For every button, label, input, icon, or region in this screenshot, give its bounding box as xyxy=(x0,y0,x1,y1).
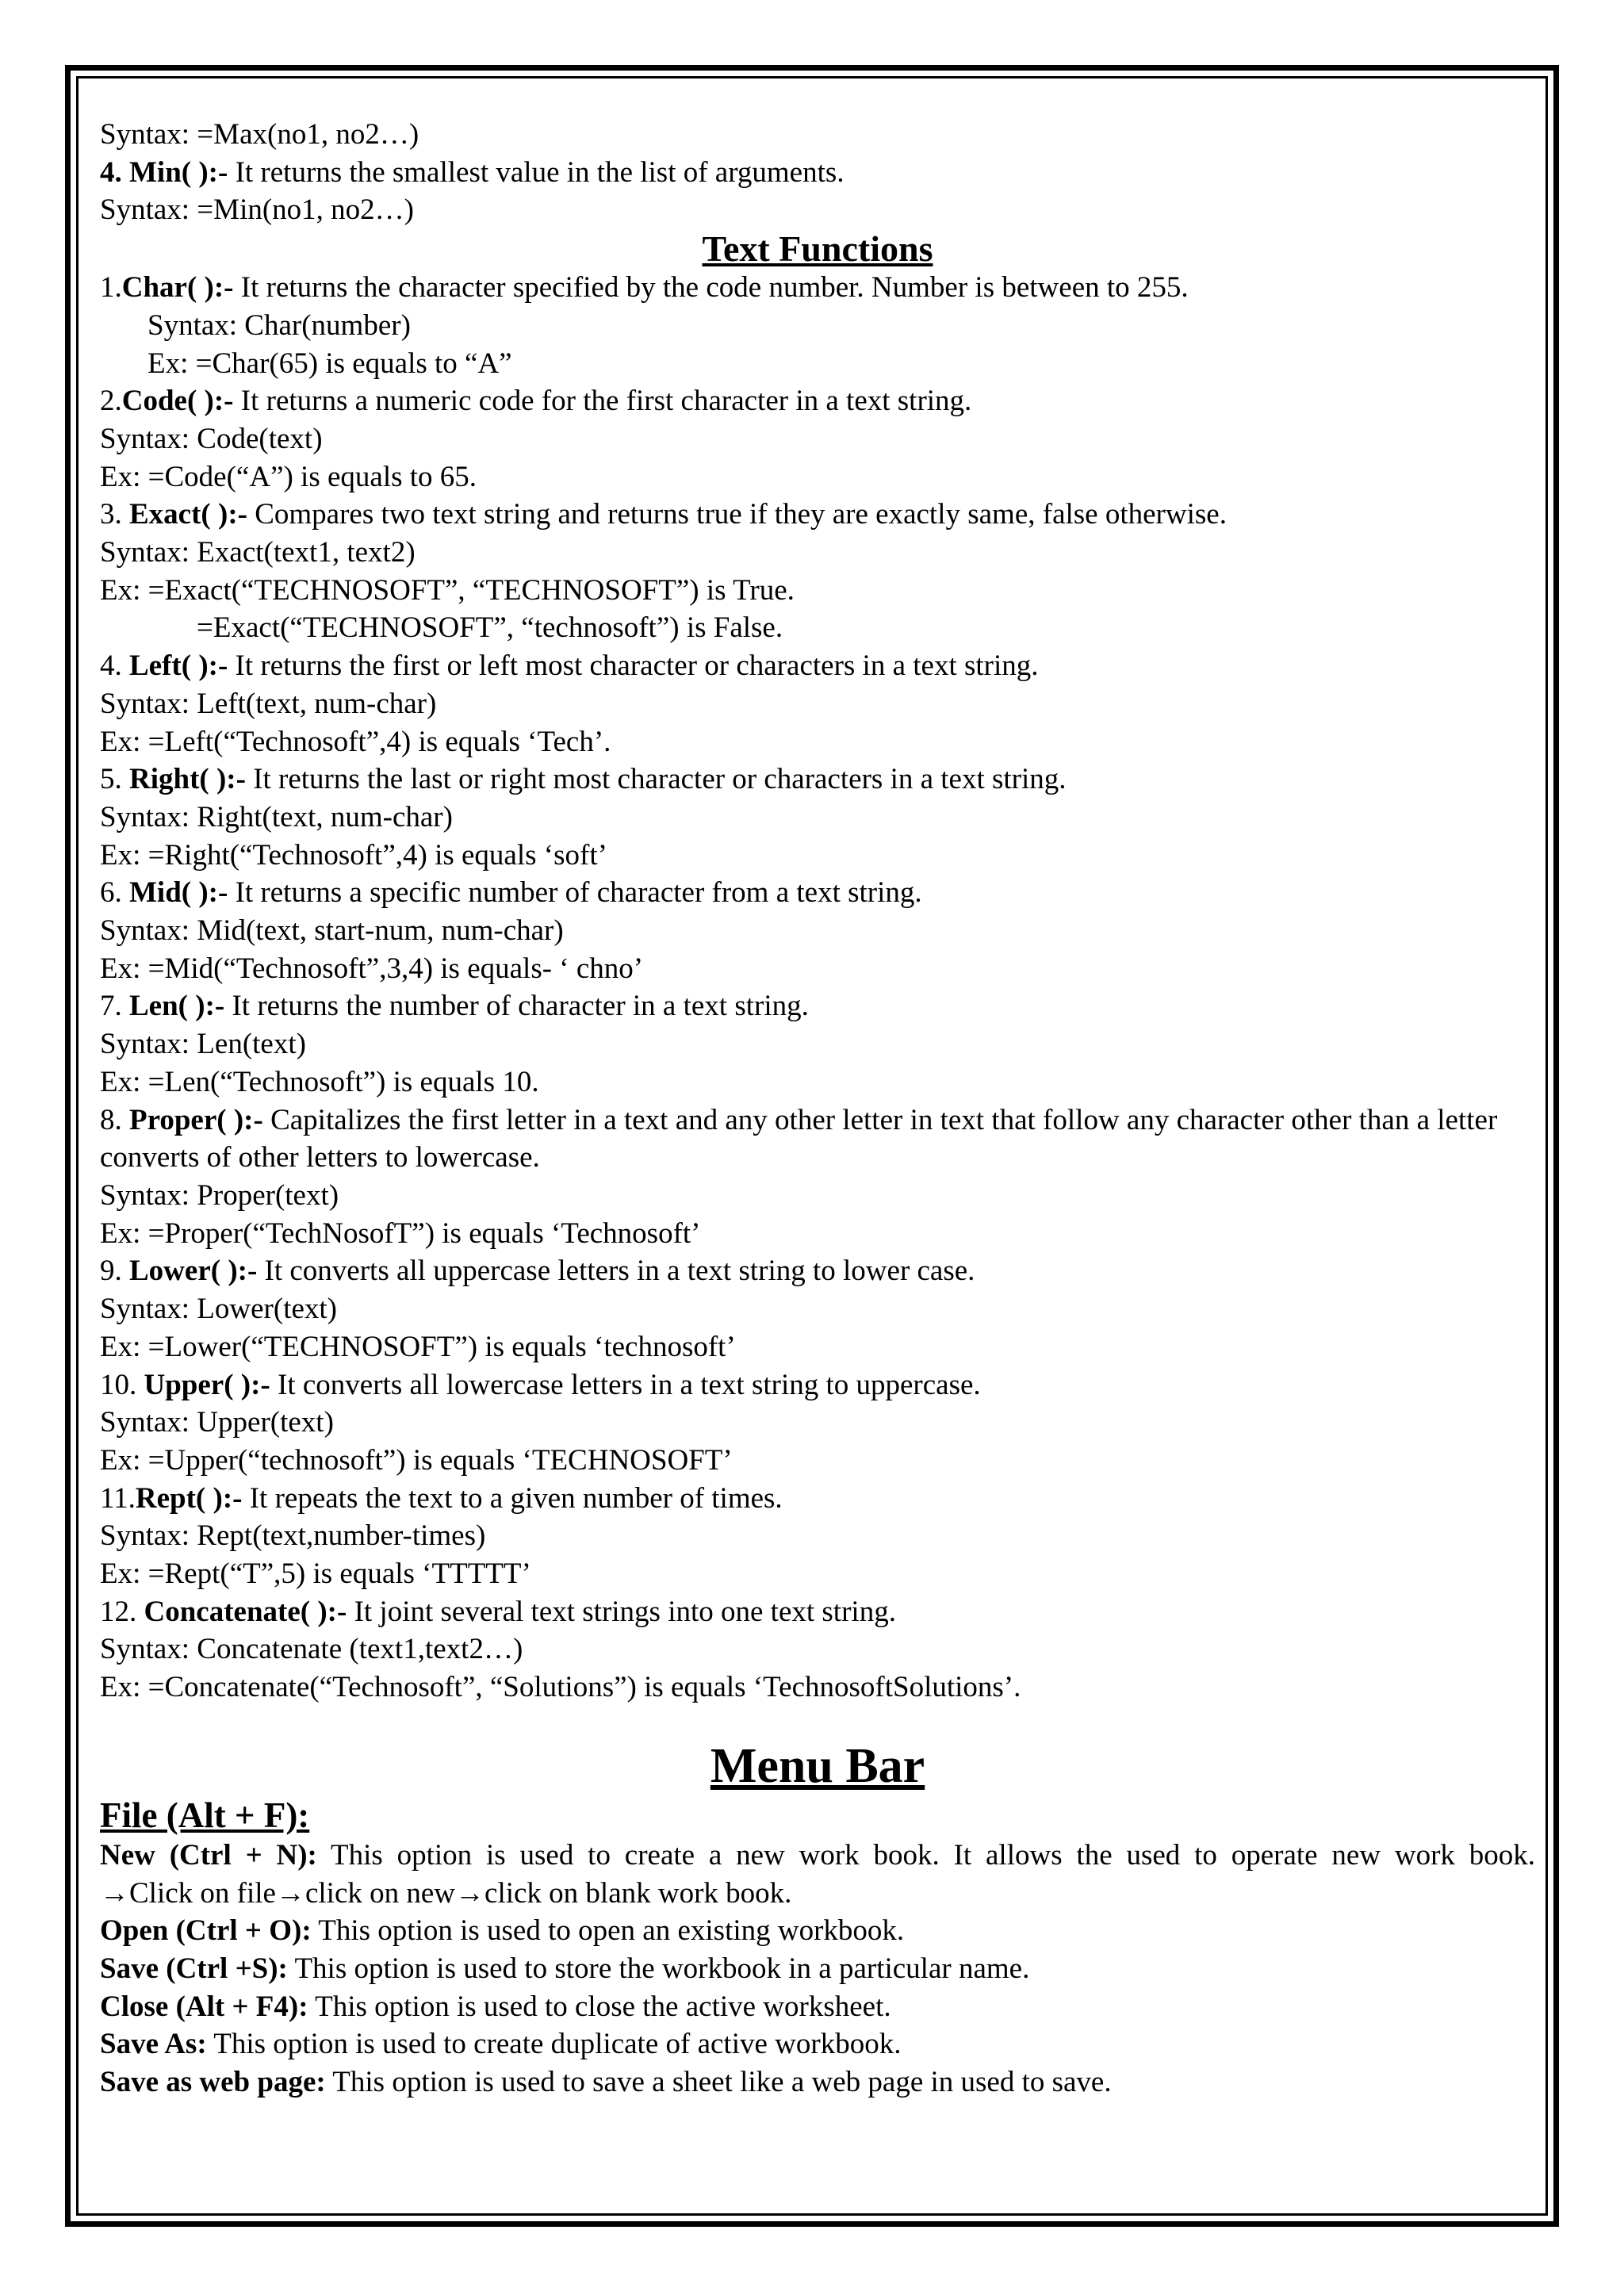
function-detail-line: Syntax: Mid(text, start-num, num-char) xyxy=(100,914,564,948)
new-option-line: New (Ctrl + N): This option is used to create a new work book. It allows the used to operate new work book. xyxy=(100,1838,1535,1872)
arrow-icon: → xyxy=(275,1876,305,1910)
function-definition-line: 12. Concatenate( ):- It joint several text strings into one text string. xyxy=(100,1595,896,1628)
function-detail-line: Ex: =Left(“Technosoft”,4) is equals ‘Tech’. xyxy=(100,725,611,758)
function-name: Rept( ):- xyxy=(135,1481,243,1515)
function-name: Proper( ):- xyxy=(129,1103,263,1136)
function-name: Right( ):- xyxy=(129,763,246,796)
function-name: Code( ):- xyxy=(121,385,234,418)
function-detail-line: Ex: =Mid(“Technosoft”,3,4) is equals- ‘ chno’ xyxy=(100,952,644,985)
function-detail-line: Syntax: Lower(text) xyxy=(100,1293,337,1326)
function-definition-line: 3. Exact( ):- Compares two text string and returns true if they are exactly same, false otherwise. xyxy=(100,498,1227,531)
function-detail-line: Syntax: Left(text, num-char) xyxy=(100,687,437,720)
syntax-max-line: Syntax: =Max(no1, no2…) xyxy=(100,118,419,151)
function-definition-line: 1.Char( ):- It returns the character specified by the code number. Number is between to 255. xyxy=(100,271,1189,305)
function-name: Exact( ):- xyxy=(129,498,247,531)
function-detail-line: Syntax: Len(text) xyxy=(100,1028,306,1061)
function-definition-line: 9. Lower( ):- It converts all uppercase letters in a text string to lower case. xyxy=(100,1255,975,1288)
function-definition-line: 4. Left( ):- It returns the first or left most character or characters in a text string. xyxy=(100,649,1039,683)
function-definition-line: 5. Right( ):- It returns the last or right most character or characters in a text string. xyxy=(100,763,1067,796)
document-body xyxy=(100,116,1535,2102)
function-definition-line: 2.Code( ):- It returns a numeric code for the first character in a text string. xyxy=(100,385,972,418)
function-detail-line: Ex: =Proper(“TechNosofT”) is equals ‘Technosoft’ xyxy=(100,1216,701,1250)
function-definition-line: 8. Proper( ):- Capitalizes the first letter in a text and any other letter in text that follow any character other than a letter converts of other letters to lowercase. xyxy=(100,1103,1498,1174)
function-definition-line: 10. Upper( ):- It converts all lowercase letters in a text string to uppercase. xyxy=(100,1368,981,1401)
function-detail-line: Ex: =Len(“Technosoft”) is equals 10. xyxy=(100,1065,539,1098)
function-detail-line: Syntax: Proper(text) xyxy=(100,1178,339,1212)
text-functions-list xyxy=(100,269,1535,1707)
function-definition-line: 6. Mid( ):- It returns a specific number of character from a text string. xyxy=(100,876,922,910)
menu-option-line: Save (Ctrl +S): This option is used to store the workbook in a particular name. xyxy=(100,1952,1030,1985)
function-name: Concatenate( ):- xyxy=(144,1595,347,1628)
function-detail-line: Syntax: Char(number) xyxy=(147,308,411,342)
function-name: Upper( ):- xyxy=(144,1368,270,1401)
menu-option-line: Open (Ctrl + O): This option is used to open an existing workbook. xyxy=(100,1914,905,1948)
function-definition-line: 11.Rept( ):- It repeats the text to a given number of times. xyxy=(100,1481,783,1515)
function-detail-line: Ex: =Rept(“T”,5) is equals ‘TTTTT’ xyxy=(100,1557,531,1591)
function-name: Mid( ):- xyxy=(129,876,228,910)
function-detail-line: Syntax: Code(text) xyxy=(100,422,323,455)
function-detail-line: Syntax: Rept(text,number-times) xyxy=(100,1519,486,1553)
function-detail-line: Ex: =Char(65) is equals to “A” xyxy=(147,347,512,380)
min-label: 4. Min( ):- xyxy=(100,155,228,189)
arrow-icon: → xyxy=(100,1876,129,1910)
function-detail-line: Ex: =Exact(“TECHNOSOFT”, “TECHNOSOFT”) is True. xyxy=(100,573,795,607)
menu-option-line: Save As: This option is used to create duplicate of active workbook. xyxy=(100,2028,902,2061)
menu-option-line: Save as web page: This option is used to save a sheet like a web page in used to save. xyxy=(100,2066,1112,2099)
menu-bar-heading: Menu Bar xyxy=(710,1738,925,1793)
click-steps-line: →Click on file→click on new→click on blank work book. xyxy=(100,1876,792,1910)
file-menu-heading: File (Alt + F): xyxy=(100,1795,310,1835)
function-detail-line: Ex: =Right(“Technosoft”,4) is equals ‘soft’ xyxy=(100,838,607,872)
function-name: Lower( ):- xyxy=(129,1255,258,1288)
menu-option-line: Close (Alt + F4): This option is used to close the active worksheet. xyxy=(100,1990,891,2023)
function-detail-line: Ex: =Concatenate(“Technosoft”, “Solutions”) is equals ‘TechnosoftSolutions’. xyxy=(100,1671,1021,1704)
function-detail-line: =Exact(“TECHNOSOFT”, “technosoft”) is False. xyxy=(197,611,783,645)
function-detail-line: Syntax: Exact(text1, text2) xyxy=(100,536,416,569)
function-detail-line: Ex: =Code(“A”) is equals to 65. xyxy=(100,460,477,493)
function-detail-line: Syntax: Concatenate (text1,text2…) xyxy=(100,1633,523,1666)
arrow-icon: → xyxy=(455,1876,485,1910)
function-name: Len( ):- xyxy=(129,990,225,1023)
function-name: Char( ):- xyxy=(121,271,234,305)
function-detail-line: Syntax: Upper(text) xyxy=(100,1406,334,1439)
function-name: Left( ):- xyxy=(129,649,228,683)
new-label: New (Ctrl + N): xyxy=(100,1838,317,1872)
function-definition-line: 7. Len( ):- It returns the number of character in a text string. xyxy=(100,990,809,1023)
syntax-min-line: Syntax: =Min(no1, no2…) xyxy=(100,193,414,227)
function-detail-line: Ex: =Lower(“TECHNOSOFT”) is equals ‘technosoft’ xyxy=(100,1330,736,1363)
function-detail-line: Syntax: Right(text, num-char) xyxy=(100,800,453,833)
min-function-line: 4. Min( ):- It returns the smallest value in the list of arguments. xyxy=(100,155,845,189)
text-functions-heading: Text Functions xyxy=(702,228,933,270)
function-detail-line: Ex: =Upper(“technosoft”) is equals ‘TECHNOSOFT’ xyxy=(100,1443,733,1477)
